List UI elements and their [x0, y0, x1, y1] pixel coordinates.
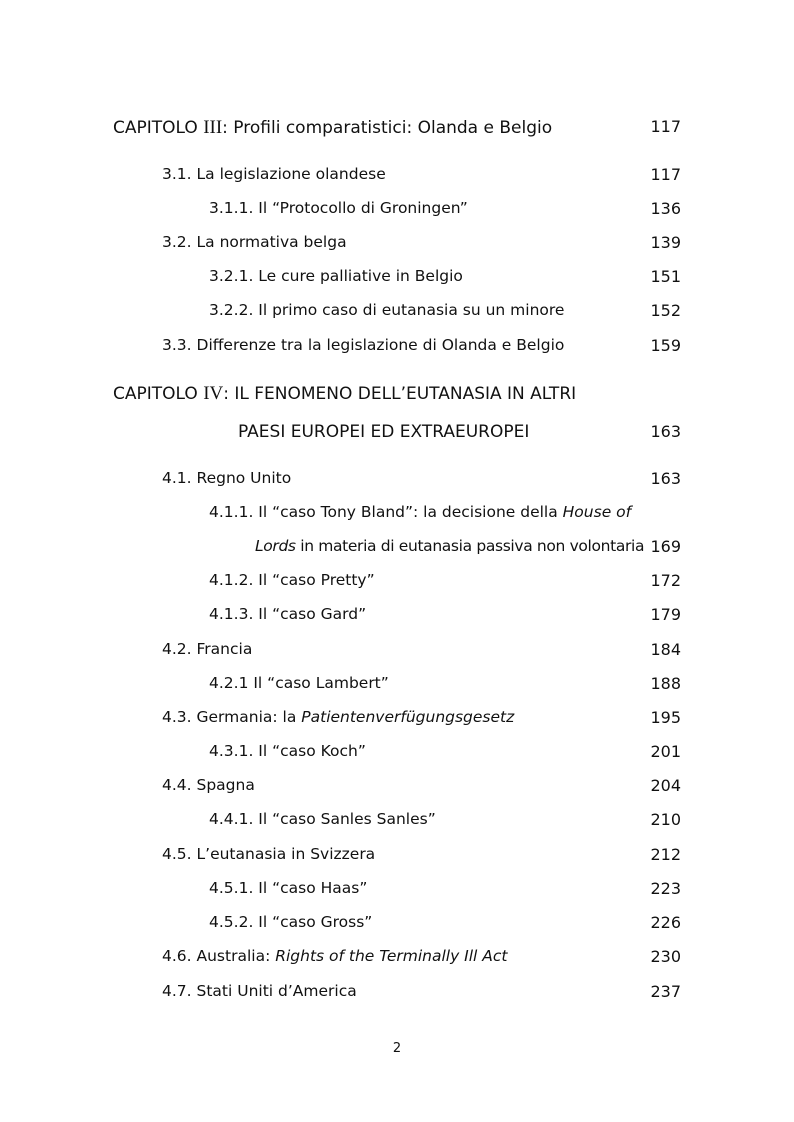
- toc-page-number: 226: [650, 913, 681, 932]
- toc-entry-4-1: 4.1. Regno Unito: [162, 469, 292, 487]
- toc-page-number: 117: [650, 165, 681, 184]
- toc-page-number: 188: [650, 674, 681, 693]
- chapter-title-continued: PAESI EUROPEI ED EXTRAEUROPEI: [238, 422, 530, 442]
- toc-page-number: 151: [650, 267, 681, 286]
- toc-entry-3-1: 3.1. La legislazione olandese: [162, 165, 386, 183]
- entry-italic-text: Patientenverfügungsgesetz: [301, 708, 515, 726]
- toc-page-number: 184: [650, 640, 681, 659]
- chapter-title: : Profili comparatistici: Olanda e Belgio: [222, 118, 553, 138]
- toc-page-number: 237: [650, 982, 681, 1001]
- toc-page-number: 139: [650, 233, 681, 252]
- toc-page-number: 223: [650, 879, 681, 898]
- toc-entry-4-1-1-continued: [255, 537, 644, 555]
- toc-page-number: 204: [650, 776, 681, 795]
- toc-page-number: 163: [650, 422, 681, 441]
- entry-italic-text: Lords: [255, 537, 296, 555]
- page-number-footer: 2: [392, 1041, 402, 1056]
- toc-page-number: 179: [650, 605, 681, 624]
- toc-entry-4-1-2: 4.1.2. Il “caso Pretty”: [209, 571, 375, 589]
- toc-entry-3-2-2: 3.2.2. Il primo caso di eutanasia su un minore: [209, 301, 565, 319]
- chapter-title: : IL FENOMENO DELL’EUTANASIA IN ALTRI: [223, 384, 577, 404]
- entry-italic-text: Rights of the Terminally Ill Act: [275, 947, 508, 965]
- toc-entry-4-1-1: [209, 503, 631, 521]
- toc-entry-4-4: 4.4. Spagna: [162, 776, 255, 794]
- chapter-prefix: CAPITOLO: [113, 118, 204, 138]
- toc-page-number: 152: [650, 301, 681, 320]
- toc-page-number: 212: [650, 845, 681, 864]
- toc-entry-3-2-1: 3.2.1. Le cure palliative in Belgio: [209, 267, 463, 285]
- toc-entry-4-6: [162, 947, 507, 965]
- toc-page-number: 169: [650, 537, 681, 556]
- toc-entry-4-1-3: 4.1.3. Il “caso Gard”: [209, 605, 367, 623]
- toc-page-number: 230: [650, 947, 681, 966]
- chapter-prefix: CAPITOLO: [113, 384, 204, 404]
- chapter-roman: III: [203, 117, 223, 138]
- toc-entry-4-5: 4.5. L’eutanasia in Svizzera: [162, 845, 376, 863]
- toc-page-number: 159: [650, 336, 681, 355]
- toc-entry-4-2: 4.2. Francia: [162, 640, 253, 658]
- toc-entry-chapter-4: [113, 383, 576, 405]
- chapter-roman: IV: [203, 383, 224, 404]
- toc-entry-4-5-2: 4.5.2. Il “caso Gross”: [209, 913, 373, 931]
- toc-page-number: 195: [650, 708, 681, 727]
- toc-entry-4-5-1: 4.5.1. Il “caso Haas”: [209, 879, 368, 897]
- toc-entry-3-3: 3.3. Differenze tra la legislazione di Olanda e Belgio: [162, 336, 565, 354]
- entry-text: in materia di eutanasia passiva non volontaria: [295, 537, 645, 555]
- entry-text: 4.1.1. Il “caso Tony Bland”: la decisione della: [209, 503, 563, 521]
- toc-entry-3-2: 3.2. La normativa belga: [162, 233, 347, 251]
- toc-page-number: 210: [650, 810, 681, 829]
- toc-page-number: 172: [650, 571, 681, 590]
- entry-text: 4.6. Australia:: [162, 947, 276, 965]
- entry-text: 4.3. Germania: la: [162, 708, 302, 726]
- toc-entry-4-3: [162, 708, 514, 726]
- toc-entry-4-4-1: 4.4.1. Il “caso Sanles Sanles”: [209, 810, 436, 828]
- toc-entry-3-1-1: 3.1.1. Il “Protocollo di Groningen”: [209, 199, 468, 217]
- toc-page-number: 136: [650, 199, 681, 218]
- toc-entry-4-3-1: 4.3.1. Il “caso Koch”: [209, 742, 366, 760]
- toc-entry-4-7: 4.7. Stati Uniti d’America: [162, 982, 357, 1000]
- toc-page-number: 201: [650, 742, 681, 761]
- entry-italic-text: House of: [562, 503, 632, 521]
- toc-page-number: 163: [650, 469, 681, 488]
- toc-entry-4-2-1: 4.2.1 Il “caso Lambert”: [209, 674, 389, 692]
- toc-page-number: 117: [650, 117, 681, 136]
- toc-entry-chapter-3: [113, 117, 552, 139]
